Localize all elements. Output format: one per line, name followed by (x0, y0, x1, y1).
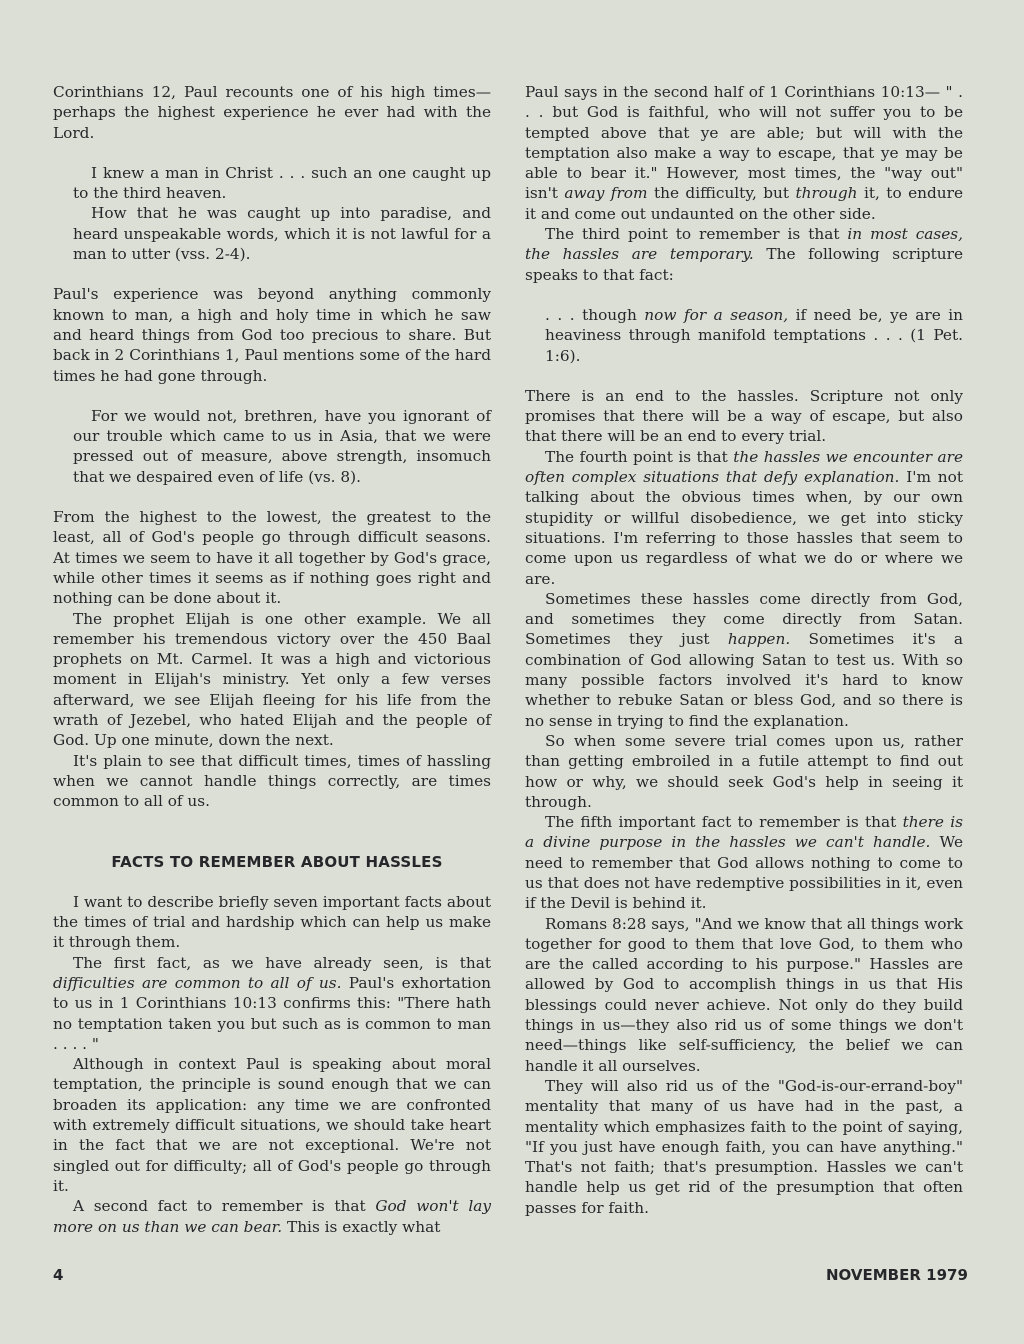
paragraph: Paul says in the second half of 1 Corinthians 10:13— " . . . but God is faithful, who will not suffer you to be tempted above that ye are able; but will with the temptation also make a way to escape, that ye may be able to bear it." However, most times, the "way out" isn't away from the difficulty, but through it, to endure it and come out undaunted on the other side. (525, 83, 964, 223)
paragraph: So when some severe trial comes upon us, rather than getting embroiled in a futile attempt to find out how or why, we should seek God's help in seeing it through. (525, 731, 963, 811)
paragraph: From the highest to the lowest, the greatest to the least, all of God's people go through difficult seasons. At times we seem to have it all together by God's grace, while other times it seems as if nothing goes right and nothing can be done about it. (53, 508, 491, 608)
paragraph: The prophet Elijah is one other example. We all remember his tremendous victory over the 450 Baal prophets on Mt. Carmel. It was a high and victorious moment in Elijah's ministry. Yet only a few verses afterward, we see Elijah fleeing for his life from the wrath of Jezebel, who hated Elijah and the people of God. Up one minute, down the next. (53, 609, 491, 750)
scripture-quote (73, 163, 491, 264)
paragraph: A second fact to remember is that God won't lay more on us than we can bear. This is exactly what (53, 1197, 491, 1236)
quote-line: How that he was caught up into paradise, and heard unspeakable words, which it is not lawful for a man to utter (vss. 2-4). (73, 204, 491, 264)
paragraph: It's plain to see that difficult times, times of hassling when we cannot handle things correctly, are times common to all of us. (53, 751, 491, 811)
paragraph: There is an end to the hassles. Scripture not only promises that there will be a way of escape, but also that there will be an end to every trial. (525, 386, 963, 446)
quote-line: I knew a man in Christ . . . such an one caught up to the third heaven. (73, 163, 491, 203)
quote-line: For we would not, brethren, have you ignorant of our trouble which came to us in Asia, that we were pressed out of measure, above strength, insomuch that we despaired even of life (vs. 8). (73, 406, 491, 486)
section-heading: FACTS TO REMEMBER ABOUT HASSLES (111, 852, 443, 871)
paragraph: Sometimes these hassles come directly from God, and sometimes they come directly from Satan. Sometimes they just happen. Sometimes it's a combination of God allowing Satan to test us. With so many possible factors involved it's hard to know whether to rebuke Satan or bless God, and so there is no sense in trying to find the explanation. (525, 589, 963, 730)
paragraph: I want to describe briefly seven important facts about the times of trial and hardship which can help us make it through them. (53, 892, 491, 952)
right-column (525, 82, 963, 1218)
paragraph: Corinthians 12, Paul recounts one of his high times—perhaps the highest experience he ever had with the Lord. (53, 83, 491, 142)
paragraph: They will also rid us of the "God-is-our-errand-boy" mentality that many of us have had in the past, a mentality which emphasizes faith to the point of saying, "If you just have enough faith, you can have anything." That's not faith; that's presumption. Hassles we can't handle help us get rid of the presumption that often passes for faith. (525, 1076, 963, 1217)
paragraph: Paul's experience was beyond anything commonly known to man, a high and holy time in which he saw and heard things from God too precious to share. But back in 2 Corinthians 1, Paul mentions some of the hard times he had gone through. (53, 285, 491, 385)
paragraph: The fifth important fact to remember is that there is a divine purpose in the hassles we can't handle. We need to remember that God allows nothing to come to us that does not have redemptive possibilities in it, even if the Devil is behind it. (525, 813, 964, 913)
paragraph: The fourth point is that the hassles we encounter are often complex situations that defy explanation. I'm not talking about the obvious times when, by our own stupidity or willful disobedience, we get into sticky situations. I'm referring to those hassles that seem to come upon us regardless of what we do or where we are. (525, 447, 963, 588)
paragraph: Although in context Paul is speaking about moral temptation, the principle is sound enough that we can broaden its application: any time we are confronted with extremely difficult situations, we should take heart in the fact that we are not exceptional. We're not singled out for difficulty; all of God's people go through it. (53, 1055, 491, 1195)
paragraph: The first fact, as we have already seen, is that difficulties are common to all of us. Paul's exhortation to us in 1 Corinthians 10:13 confirms this: "There hath no temptation taken you but such as is common to man . . . . " (53, 953, 492, 1053)
quote-line: . . . though now for a season, if need be, ye are in heaviness through manifold temptations . . . (1 Pet. 1:6). (545, 305, 964, 365)
issue-date: NOVEMBER 1979 (826, 1266, 968, 1284)
page-number: 4 (53, 1266, 64, 1284)
scripture-quote (545, 305, 963, 366)
scripture-quote (73, 406, 491, 487)
paragraph: The third point to remember is that in most cases, the hassles are temporary. The following scripture speaks to that fact: (525, 225, 964, 284)
left-column (53, 82, 491, 1237)
paragraph: Romans 8:28 says, "And we know that all things work together for good to them that love God, to them who are the called according to his purpose." Hassles are allowed by God to accomplish things in us that His blessings could never achieve. Not only do they build things in us—they also rid us of some things we don't need—things like self-sufficiency, the belief we can handle it all ourselves. (525, 914, 963, 1075)
